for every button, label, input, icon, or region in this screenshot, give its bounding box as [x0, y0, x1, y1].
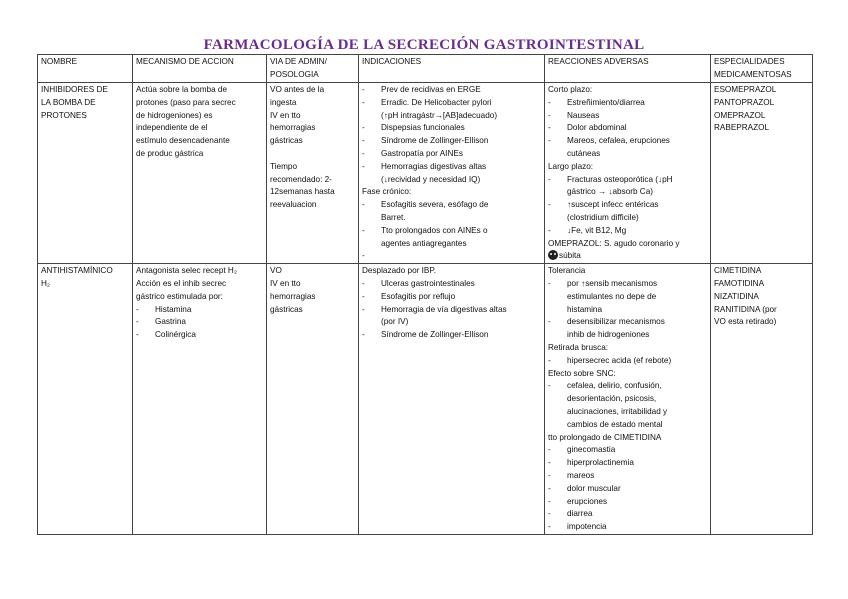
list-item: - Nauseas [548, 110, 600, 120]
cell-especialidades [711, 83, 813, 264]
list-item: - Esofagitis por reflujo [362, 291, 456, 301]
list-item: - cefalea, delirio, confusión, desorientación, psicosis, alucinaciones, irritabilidad y cambios de estado mental [548, 381, 668, 429]
cell-text-line: gástrico estimulada por: [136, 291, 223, 301]
cell-text-line: de produc gástrica [136, 148, 204, 158]
cell-text-line: PANTOPRAZOL [714, 97, 775, 107]
table-row [38, 83, 813, 264]
cell-text-line: hemorragias [270, 291, 316, 301]
cell-mecanismo [133, 83, 267, 264]
cell-text-line: gástricas [270, 136, 303, 146]
cell-text-line: Actúa sobre la bomba de [136, 85, 228, 94]
list-item: - dolor muscular [548, 483, 621, 493]
cell-text-line: ANTIHISTAMÍNICO [41, 266, 113, 276]
cell-text-line: ESOMEPRAZOL [714, 85, 777, 94]
list-item: - impotencia [548, 522, 607, 532]
list-item: - Gastropatía por AINEs [362, 148, 463, 158]
list-item: - Histamina [136, 304, 192, 314]
list-item: - Síndrome de Zollinger-Ellison [362, 330, 489, 340]
cell-text-line: LA BOMBA DE [41, 97, 96, 107]
header-reacciones: REACCIONES ADVERSAS [545, 55, 711, 83]
cell-text-line: INHIBIDORES DE [41, 85, 108, 94]
list-item: - Mareos, cefalea, erupciones cutáneas [548, 136, 670, 158]
list-item: - Tto prolongados con AINEs o agentes antiagregantes [362, 225, 488, 248]
cell-text-line: PROTONES [41, 110, 87, 120]
cell-via [267, 83, 359, 264]
cell-text-line: de hidrogeniones) es [136, 110, 213, 120]
cell-text-line: NIZATIDINA [714, 291, 759, 301]
cell-text-line: OMEPRAZOL [714, 110, 766, 120]
cell-text-line: Acción es el inhib secrec [136, 278, 227, 288]
list-item: - Esofagitis severa, esófago de Barret. [362, 200, 489, 222]
pharmacology-table [37, 54, 813, 535]
cell-text-line: VO [270, 266, 282, 276]
list-item: - ginecomastia [548, 445, 616, 455]
skull-icon [548, 250, 558, 260]
list-item: - [362, 251, 365, 261]
list-item: - hipersecrec acida (ef rebote) [548, 355, 672, 365]
cell-text-line: reevaluacion [270, 200, 317, 210]
cell-text-line: hemorragias [270, 123, 316, 133]
list-item: - mareos [548, 470, 595, 480]
cell-indicaciones: - Prev de recidivas en ERGE - Erradic. De Helicobacter pylori (↑pH intragástr→[AB]adecuado) - Dispepsias funcionales - Síndrome de Zollinger-Ellison - Gastropatía por AINEs - Hemorragias digestivas altas (↓recividad y necesidad IQ) Fase crónico: - Esofagitis severa, esófago de Barret. - Tto prolongados con AINEs o agentes antiagregantes - [359, 83, 545, 264]
cell-via [267, 264, 359, 535]
list-item: - Ulceras gastrointestinales [362, 278, 475, 288]
list-item: - ↓Fe, vit B12, Mg [548, 225, 627, 235]
list-item: - Síndrome de Zollinger-Ellison [362, 136, 489, 146]
list-item: - Dolor abdominal [548, 123, 627, 133]
list-item: - Gastrina [136, 317, 186, 327]
cell-reacciones: Corto plazo: - Estreñimiento/diarrea - Nauseas - Dolor abdominal - Mareos, cefalea, erupciones cutáneas Largo plazo: - Fracturas osteoporótica (↓pH gástrico → ↓absorb Ca) - ↑suscept infecc entéricas (clostridium difficile) - ↓Fe, vit B12, Mg OMEPRAZOL: S. agudo coronario y súbita [545, 83, 711, 264]
cell-text-line: VO antes de la [270, 85, 325, 94]
cell-especialidades [711, 264, 813, 535]
list-item: - Hemorragias digestivas altas (↓recividad y necesidad IQ) [362, 161, 487, 184]
list-item: - hiperprolactinemia [548, 458, 634, 468]
cell-text-line: CIMETIDINA [714, 266, 762, 276]
cell-text-line: ingesta [270, 97, 297, 107]
list-item: - Estreñimiento/diarrea [548, 97, 645, 107]
list-item: - por ↑sensib mecanismos estimulantes no depe de histamina [548, 278, 658, 314]
header-indicaciones: INDICACIONES [359, 55, 545, 83]
cell-text-line: IV en tto [270, 278, 301, 288]
document-title: FARMACOLOGÍA DE LA SECRECIÓN GASTROINTESTINAL [203, 37, 645, 53]
list-item: - Hemorragia de vía digestivas altas (por IV) [362, 304, 507, 327]
cell-text-line: 12semanas hasta [270, 187, 335, 197]
list-item: - Colinérgica [136, 330, 196, 340]
cell-nombre [38, 264, 133, 535]
header-mecanismo: MECANISMO DE ACCION [133, 55, 267, 83]
list-item: - Fracturas osteoporótica (↓pH gástrico → ↓absorb Ca) [548, 174, 673, 197]
cell-text-line: independiente de el [136, 123, 208, 133]
list-item: - diarrea [548, 509, 593, 519]
header-row [38, 55, 813, 83]
cell-text-line: H₂ [41, 278, 51, 288]
header-via: VIA DE ADMIN/ POSOLOGIA [267, 55, 359, 83]
cell-text-line: recomendado: 2- [270, 174, 332, 184]
table-row [38, 264, 813, 535]
list-item: - Prev de recidivas en ERGE [362, 85, 481, 94]
cell-text-line: VO esta retirado) [714, 317, 777, 327]
cell-text-line: estímulo desencadenante [136, 136, 230, 146]
cell-reacciones: Tolerancia - por ↑sensib mecanismos estimulantes no depe de histamina - desensibilizar mecanismos inhib de hidrogeniones Retirada brusca: - hipersecrec acida (ef rebote) Efecto sobre SNC: - cefalea, delirio, confusión, desorientación, psicosis, alucinaciones, irritabilidad y cambios de estado mental tto prolongado de CIMETIDINA - ginecomastia - hiperprolactinemia - mareos - dolor muscular - erupciones - diarrea - impotencia [545, 264, 711, 535]
cell-text-line: Antagonista selec recept H₂ [136, 266, 238, 276]
cell-mecanismo [133, 264, 267, 535]
cell-text-line: gástricas [270, 304, 303, 314]
cell-text-line: FAMOTIDINA [714, 278, 765, 288]
cell-text-line: IV en tto [270, 110, 301, 120]
cell-indicaciones: Desplazado por IBP. - Ulceras gastrointestinales - Esofagitis por reflujo - Hemorragia de vía digestivas altas (por IV) - Síndrome de Zollinger-Ellison [359, 264, 545, 535]
list-item: - ↑suscept infecc entéricas (clostridium difficile) [548, 200, 659, 222]
cell-text-line: RANITIDINA (por [714, 304, 777, 314]
cell-nombre [38, 83, 133, 264]
cell-text-line: RABEPRAZOL [714, 123, 770, 133]
header-nombre: NOMBRE [38, 55, 133, 83]
list-item: - Dispepsias funcionales [362, 123, 465, 133]
header-especialidades: ESPECIALIDADES MEDICAMENTOSAS [711, 55, 813, 83]
list-item: - Erradic. De Helicobacter pylori (↑pH intragástr→[AB]adecuado) [362, 97, 498, 120]
list-item: - desensibilizar mecanismos inhib de hidrogeniones [548, 317, 665, 340]
cell-text-line: protones (paso para secrec [136, 97, 236, 107]
list-item: - erupciones [548, 496, 608, 506]
cell-text-line: Tiempo [270, 161, 297, 171]
